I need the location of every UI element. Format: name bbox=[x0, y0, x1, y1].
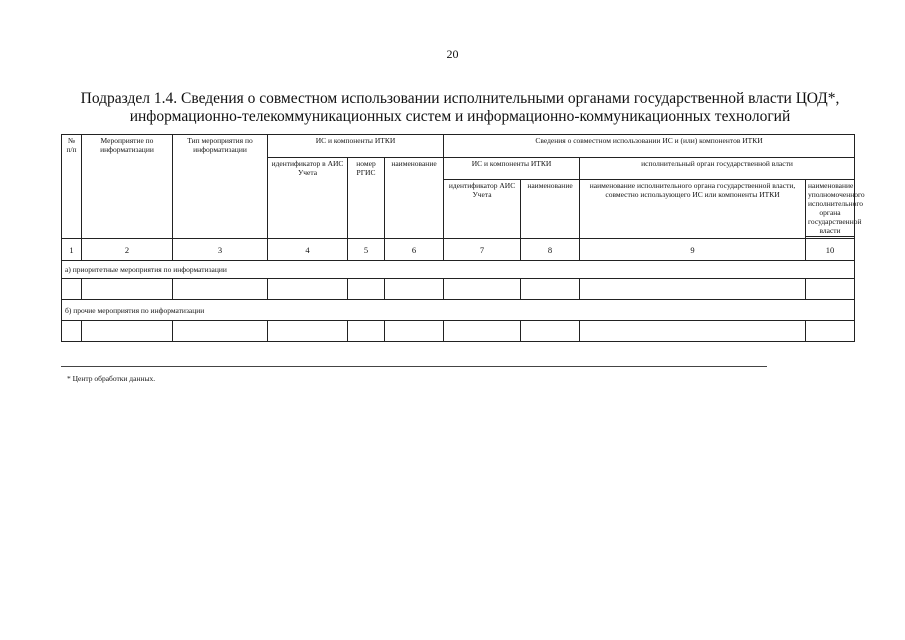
header-event-type: Тип мероприятия по информатизации bbox=[173, 135, 268, 239]
section-priority: а) приоритетные мероприятия по информатизации bbox=[62, 261, 855, 279]
header-ais-id: идентификатор в АИС Учета bbox=[268, 158, 348, 239]
column-number: 7 bbox=[444, 239, 521, 261]
header-num: № п/п bbox=[62, 135, 82, 239]
header-exec-authority-name: наименование исполнительного органа государственной власти, совместно использующего ИС или компоненты ИТКИ bbox=[580, 180, 806, 239]
title-line-2: информационно-телекоммуникационных систем и информационно-коммуникационных технологий bbox=[129, 108, 791, 125]
column-number: 5 bbox=[348, 239, 385, 261]
table-cell bbox=[521, 279, 580, 300]
table-cell bbox=[521, 321, 580, 342]
table-cell bbox=[173, 279, 268, 300]
column-number: 4 bbox=[268, 239, 348, 261]
table-cell bbox=[580, 279, 806, 300]
column-number: 1 bbox=[62, 239, 82, 261]
header-shared-info: Сведения о совместном использовании ИС и (или) компонентов ИТКИ bbox=[444, 135, 855, 158]
table-cell bbox=[173, 321, 268, 342]
table-cell bbox=[348, 321, 385, 342]
header-rgis-number: номер РГИС bbox=[348, 158, 385, 239]
table-row bbox=[62, 279, 855, 300]
page-number: 20 bbox=[446, 47, 459, 61]
header-is-components: ИС и компоненты ИТКИ bbox=[268, 135, 444, 158]
table-cell bbox=[385, 321, 444, 342]
table-cell bbox=[444, 279, 521, 300]
header-shared-is-components: ИС и компоненты ИТКИ bbox=[444, 158, 580, 180]
table-cell bbox=[580, 321, 806, 342]
table-cell bbox=[62, 321, 82, 342]
table-cell bbox=[385, 279, 444, 300]
footnote-divider bbox=[61, 366, 767, 367]
header-authorized-authority-name: наименование уполномоченного исполнительного органа государственной власти bbox=[806, 180, 855, 237]
header-event: Мероприятие по информатизации bbox=[82, 135, 173, 239]
information-table bbox=[61, 134, 865, 342]
table-cell bbox=[268, 321, 348, 342]
column-number-row bbox=[62, 239, 855, 261]
header-shared-name: наименование bbox=[521, 180, 580, 239]
table-cell bbox=[348, 279, 385, 300]
column-number: 8 bbox=[521, 239, 580, 261]
footnote: * Центр обработки данных. bbox=[67, 374, 156, 383]
page-title bbox=[60, 90, 860, 126]
column-number: 2 bbox=[82, 239, 173, 261]
column-number: 10 bbox=[806, 239, 855, 261]
table-cell bbox=[62, 279, 82, 300]
header-name: наименование bbox=[385, 158, 444, 239]
section-other: б) прочие мероприятия по информатизации bbox=[62, 300, 855, 321]
table-cell bbox=[82, 279, 173, 300]
header-exec-authority: исполнительный орган государственной власти bbox=[580, 158, 855, 180]
title-line-1: Подраздел 1.4. Сведения о совместном использовании исполнительными органами государственной власти ЦОД*, bbox=[80, 90, 840, 107]
table-cell bbox=[806, 279, 855, 300]
table-row bbox=[62, 321, 855, 342]
column-number: 9 bbox=[580, 239, 806, 261]
header-shared-ais-id: идентификатор АИС Учета bbox=[444, 180, 521, 239]
column-number: 3 bbox=[173, 239, 268, 261]
table-cell bbox=[268, 279, 348, 300]
table-cell bbox=[82, 321, 173, 342]
column-number: 6 bbox=[385, 239, 444, 261]
table-cell bbox=[444, 321, 521, 342]
table-cell bbox=[806, 321, 855, 342]
